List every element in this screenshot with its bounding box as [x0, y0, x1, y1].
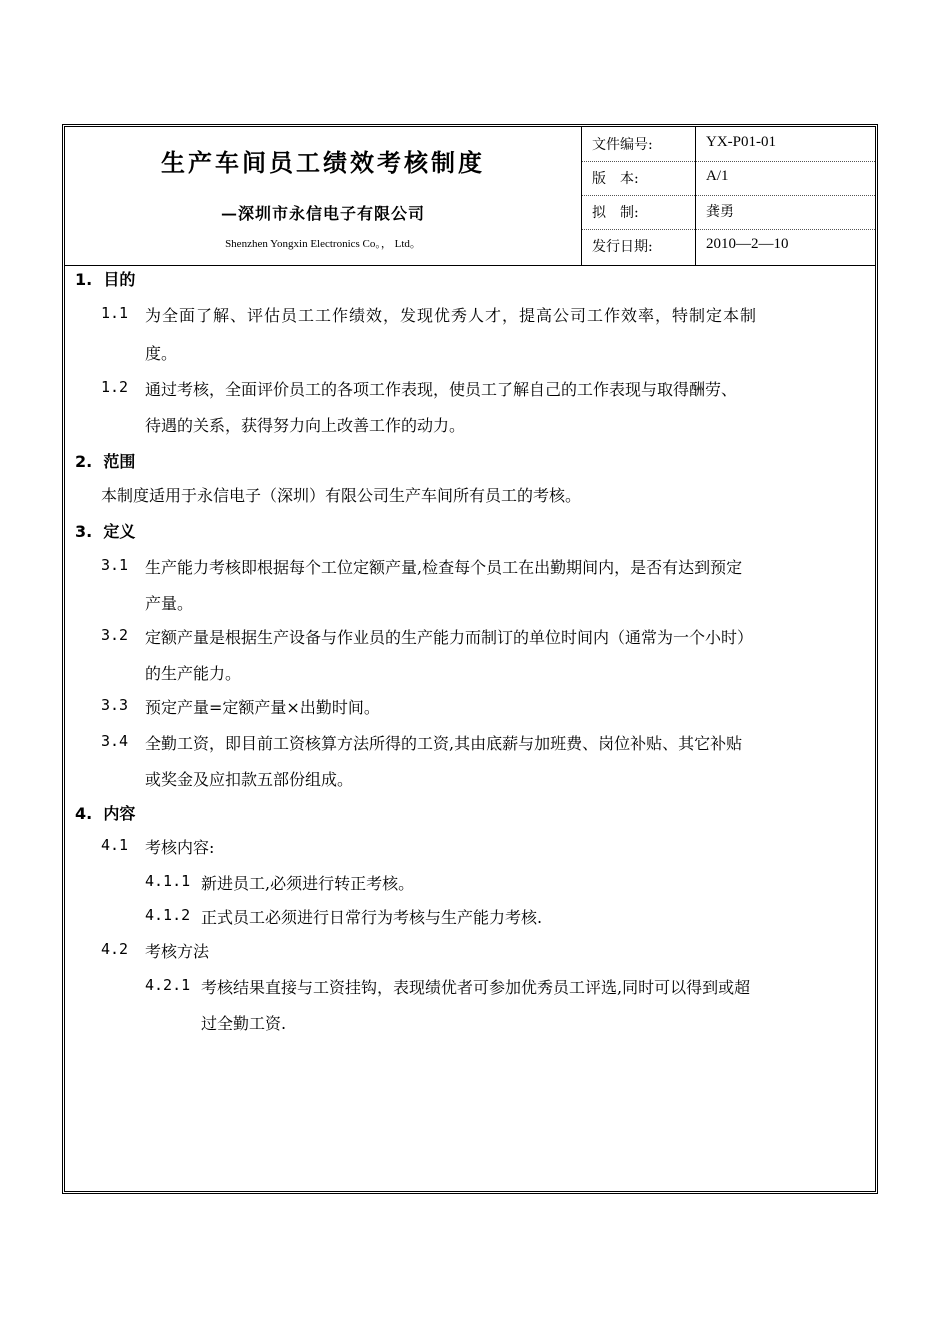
clause: [101, 731, 128, 750]
clause-text: 的生产能力。: [145, 664, 242, 683]
clause-text: 或奖金及应扣款五部份组成。: [145, 770, 354, 789]
clause: [101, 695, 128, 714]
clause-number: 1.2: [101, 378, 129, 396]
clause-text: 考核内容:: [145, 838, 215, 857]
section-number: 2.: [75, 452, 93, 471]
meta-value: 龚勇: [706, 204, 734, 220]
clause-number: 1.1: [101, 304, 129, 322]
clause-text: 为全面了解、评估员工工作绩效，发现优秀人才，提高公司工作效率，特制定本制: [145, 306, 758, 325]
clause-text: 正式员工必须进行日常行为考核与生产能力考核.: [201, 908, 543, 927]
meta-label: 发行日期:: [582, 229, 696, 265]
section-title: 内容: [103, 804, 136, 823]
clause-number: 4.2.1: [145, 976, 191, 994]
clause-text: 全勤工资，即目前工资核算方法所得的工资,其由底薪与加班费、岗位补贴、其它补贴: [145, 734, 743, 753]
title-cell: [65, 127, 582, 265]
meta-value: A/1: [706, 168, 729, 184]
sub-clause: [145, 975, 190, 994]
clause-text: 预定产量=定额产量×出勤时间。: [145, 698, 380, 717]
section-number: 1.: [75, 270, 93, 289]
meta-value: 2010—2—10: [706, 236, 789, 252]
section-title: 目的: [103, 270, 136, 289]
section-heading: [75, 449, 135, 472]
clause-text: 待遇的关系，获得努力向上改善工作的动力。: [145, 416, 466, 435]
meta-row-version: [582, 161, 875, 196]
clause-text: 生产能力考核即根据每个工位定额产量,检查每个员工在出勤期间内，是否有达到预定: [145, 558, 743, 577]
meta-label: 拟 制:: [582, 195, 696, 229]
clause-text: 度。: [145, 344, 178, 363]
clause-text: 定额产量是根据生产设备与作业员的生产能力而制订的单位时间内（通常为一个小时）: [145, 628, 754, 647]
clause: [101, 835, 128, 854]
clause: [101, 939, 128, 958]
clause-text: 考核方法: [145, 942, 210, 961]
clause: [101, 555, 128, 574]
clause-text: 过全勤工资.: [201, 1014, 287, 1033]
document-meta-table: [582, 127, 875, 265]
meta-label: 文件编号:: [582, 127, 696, 161]
meta-value: YX-P01-01: [706, 134, 776, 150]
clause-text: 通过考核，全面评价员工的各项工作表现，使员工了解自己的工作表现与取得酬劳、: [145, 380, 738, 399]
clause-number: 3.2: [101, 626, 129, 644]
document-frame: [62, 124, 878, 1194]
meta-label: 版 本:: [582, 161, 696, 195]
section-heading: [75, 801, 135, 824]
clause: [101, 303, 128, 322]
sub-clause: [145, 871, 190, 890]
section-heading: [75, 267, 135, 290]
clause-text: 产量。: [145, 594, 194, 613]
document-header: [65, 127, 875, 266]
section-number: 4.: [75, 804, 93, 823]
company-name-en: Shenzhen Yongxin Electronics Co。， Ltd。: [225, 238, 421, 250]
section-title: 定义: [103, 522, 136, 541]
section-title: 范围: [103, 452, 136, 471]
clause-number: 4.1.2: [145, 906, 191, 924]
company-name-cn: —深圳市永信电子有限公司: [220, 204, 425, 223]
sub-clause: [145, 905, 190, 924]
clause-number: 3.1: [101, 556, 129, 574]
clause-number: 4.1.1: [145, 872, 191, 890]
meta-row-file-number: [582, 127, 875, 162]
meta-row-drafter: [582, 195, 875, 230]
clause: [101, 377, 128, 396]
paragraph: 本制度适用于永信电子（深圳）有限公司生产车间所有员工的考核。: [101, 486, 582, 505]
clause-number: 3.4: [101, 732, 129, 750]
clause-number: 4.1: [101, 836, 129, 854]
section-heading: [75, 519, 135, 542]
clause: [101, 625, 128, 644]
clause-number: 3.3: [101, 696, 129, 714]
clause-number: 4.2: [101, 940, 129, 958]
section-number: 3.: [75, 522, 93, 541]
clause-text: 新进员工,必须进行转正考核。: [201, 874, 415, 893]
meta-row-issue-date: [582, 229, 875, 265]
document-title: 生产车间员工绩效考核制度: [161, 148, 485, 177]
clause-text: 考核结果直接与工资挂钩，表现绩优者可参加优秀员工评选,同时可以得到或超: [201, 978, 751, 997]
